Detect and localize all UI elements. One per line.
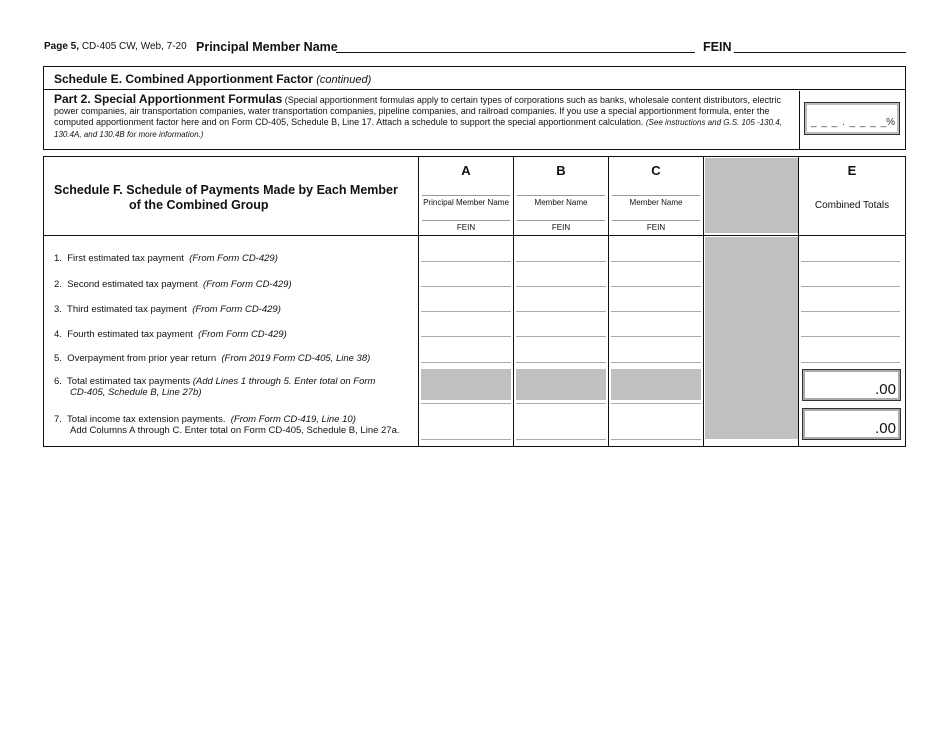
schedule-f-title-line2: of the Combined Group <box>129 198 269 212</box>
column-fein: FEIN <box>551 223 571 232</box>
row-text-continued: Add Columns A through C. Enter total on Form CD-405, Schedule B, Line 27a. <box>70 425 400 436</box>
divider <box>517 220 605 221</box>
cents-label: .00 <box>875 420 896 437</box>
row-1-col-e-input[interactable] <box>801 261 900 262</box>
row-text: Total estimated tax payments <box>67 376 191 387</box>
column-c-header <box>609 157 703 235</box>
cents-label: .00 <box>875 381 896 398</box>
column-fein: FEIN <box>646 223 666 232</box>
row-6-total-input[interactable] <box>802 369 901 401</box>
apportionment-factor-cell <box>799 91 906 149</box>
column-letter: E <box>847 163 857 178</box>
divider <box>612 195 700 196</box>
row-2-col-c-input[interactable] <box>611 286 701 287</box>
part2-description: (Special apportionment formulas apply to certain types of corporations such as banks, wholesale content distributors, electric power companies, air transportation companies, water transportation companies, pipeline companies, and railroad companies. If you use a special apportionment formula, enter the computed apportionment factor here and on Form CD-405, Schedule B, Line 17. Attach a schedule to support the special apportionment calculation. <box>54 95 782 128</box>
row-5-col-a-input[interactable] <box>421 362 511 363</box>
row-note: (From Form CD-429) <box>189 253 278 264</box>
row-number: 2. <box>54 279 62 290</box>
row-note: (From Form CD-429) <box>198 329 287 340</box>
row-text: Third estimated tax payment <box>67 304 187 315</box>
row-text: Fourth estimated tax payment <box>67 329 193 340</box>
row-6-col-a-shaded <box>421 369 511 400</box>
row-3-col-e-input[interactable] <box>801 311 900 312</box>
row-3-col-a-input[interactable] <box>421 311 511 312</box>
percent-symbol: % <box>886 117 895 128</box>
principal-member-name-field[interactable] <box>336 52 695 53</box>
schedule-e-continued: (continued) <box>316 74 372 86</box>
column-member-name: Member Name <box>534 198 588 207</box>
row-7-col-b-input[interactable] <box>516 439 606 440</box>
combined-totals-label: Combined Totals <box>814 200 890 211</box>
column-member-name: Member Name <box>629 198 683 207</box>
page-label: Page 5, <box>44 41 80 52</box>
row-number: 1. <box>54 253 62 264</box>
schedule-f-title-line1: Schedule F. Schedule of Payments Made by Each Member <box>54 183 398 197</box>
row-note: (From Form CD-419, Line 10) <box>230 414 356 425</box>
row-4-col-c-input[interactable] <box>611 336 701 337</box>
row-6-col-c-shaded <box>611 369 701 400</box>
column-b-header <box>514 157 608 235</box>
row-text: First estimated tax payment <box>67 253 184 264</box>
part2-note: (See instructions and G.S. 105 -130.4, 130.4A, and 130.4B for more information.) <box>54 118 782 139</box>
apportionment-factor-input[interactable] <box>804 102 900 135</box>
row-4-col-a-input[interactable] <box>421 336 511 337</box>
row-5-col-e-input[interactable] <box>801 362 900 363</box>
row-2-col-b-input[interactable] <box>516 286 606 287</box>
column-member-name: Principal Member Name <box>423 198 509 207</box>
column-letter: A <box>461 163 471 178</box>
page-id <box>44 41 187 52</box>
column-a-header <box>419 157 513 235</box>
principal-member-name-label: Principal Member Name <box>196 40 338 54</box>
row-7-col-b-top <box>516 403 606 404</box>
column-fein: FEIN <box>456 223 476 232</box>
row-3-label <box>54 304 281 315</box>
row-note: (Add Lines 1 through 5. Enter total on Form <box>192 376 376 387</box>
divider <box>517 195 605 196</box>
form-id: CD-405 CW, Web, 7-20 <box>81 41 187 52</box>
divider <box>422 195 510 196</box>
row-note-continued: CD-405, Schedule B, Line 27b) <box>70 387 202 398</box>
row-4-col-b-input[interactable] <box>516 336 606 337</box>
row-note: (From 2019 Form CD-405, Line 38) <box>221 353 371 364</box>
row-4-col-e-input[interactable] <box>801 336 900 337</box>
apportionment-factor-placeholder: _ _ _ . _ _ _ _ <box>811 117 888 128</box>
row-2-col-e-input[interactable] <box>801 286 900 287</box>
row-2-col-a-input[interactable] <box>421 286 511 287</box>
schedule-e-title-text: Schedule E. Combined Apportionment Factor <box>54 72 313 86</box>
row-7-col-a-top <box>421 403 511 404</box>
row-1-label <box>54 253 278 264</box>
row-note: (From Form CD-429) <box>192 304 281 315</box>
row-number: 3. <box>54 304 62 315</box>
part2-text-block <box>54 94 799 140</box>
column-d-shaded <box>705 237 798 439</box>
row-2-label <box>54 279 292 290</box>
row-6-col-b-shaded <box>516 369 606 400</box>
column-letter: C <box>651 163 661 178</box>
row-text: Total income tax extension payments. <box>67 414 226 425</box>
column-d-header-shaded <box>705 158 798 233</box>
row-7-col-c-input[interactable] <box>611 439 701 440</box>
fein-label: FEIN <box>703 40 732 54</box>
row-7-total-input[interactable] <box>802 408 901 440</box>
page-header <box>44 40 906 56</box>
row-text: Second estimated tax payment <box>67 279 198 290</box>
row-4-label <box>54 329 287 340</box>
row-1-col-a-input[interactable] <box>421 261 511 262</box>
divider <box>703 157 704 446</box>
row-number: 5. <box>54 353 62 364</box>
row-text: Overpayment from prior year return <box>67 353 217 364</box>
row-6-label <box>54 376 375 398</box>
row-5-label <box>54 353 370 364</box>
row-note: (From Form CD-429) <box>202 279 292 290</box>
divider <box>422 220 510 221</box>
row-1-col-c-input[interactable] <box>611 261 701 262</box>
fein-field[interactable] <box>734 52 906 53</box>
row-7-col-a-input[interactable] <box>421 439 511 440</box>
row-3-col-c-input[interactable] <box>611 311 701 312</box>
row-3-col-b-input[interactable] <box>516 311 606 312</box>
divider <box>612 220 700 221</box>
part2-title: Part 2. Special Apportionment Formulas <box>54 92 283 106</box>
row-number: 4. <box>54 329 62 340</box>
row-number: 7. <box>54 414 62 425</box>
header-separator <box>44 235 905 236</box>
row-7-label <box>54 414 400 436</box>
column-e-header <box>799 157 905 235</box>
row-7-col-c-top <box>611 403 701 404</box>
row-5-col-c-input[interactable] <box>611 362 701 363</box>
column-letter: B <box>556 163 566 178</box>
row-5-col-b-input[interactable] <box>516 362 606 363</box>
row-1-col-b-input[interactable] <box>516 261 606 262</box>
schedule-f-title <box>54 183 414 213</box>
row-number: 6. <box>54 376 62 387</box>
schedule-e-title <box>44 67 905 90</box>
schedule-f-table <box>43 156 906 447</box>
schedule-e-section <box>43 66 906 150</box>
